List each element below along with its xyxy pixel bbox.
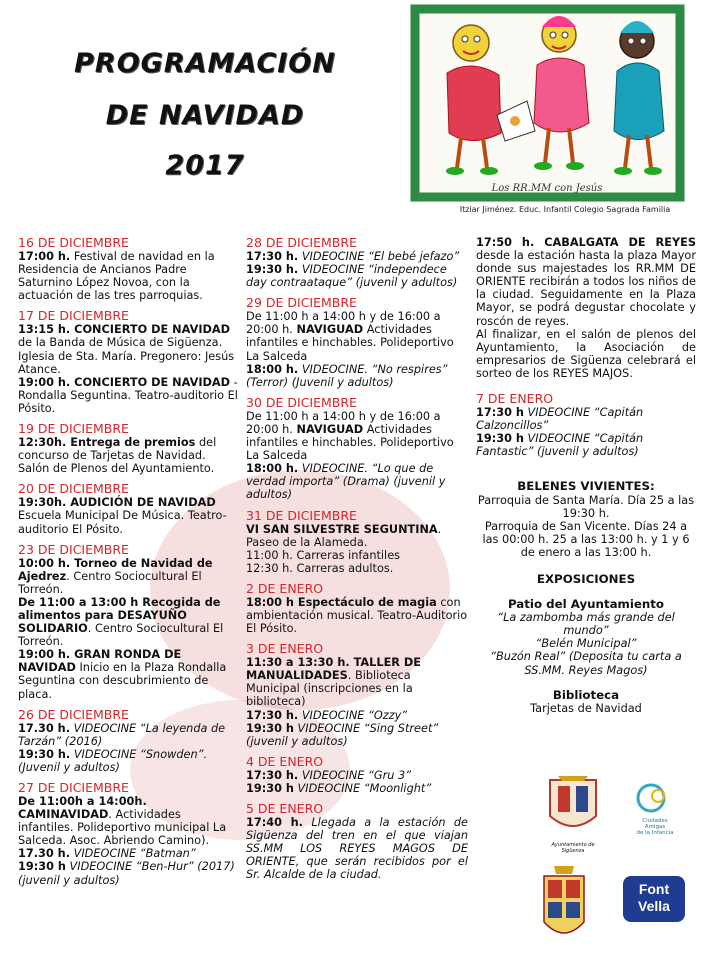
- event-text: -Rondalla Seguntina. Teatro-auditorio El Pósito.: [18, 375, 238, 415]
- event-time: 17.30 h.: [18, 721, 70, 735]
- event-text: VIDEOCINE “Batman”: [70, 847, 196, 861]
- event-text: Escuela Municipal De Música. Teatro-auditorio El Pósito.: [18, 509, 227, 536]
- event-text: . Centro Sociocultural El Torreón.: [18, 622, 224, 649]
- event-hours: De 11:00 h a 14:00 h y de 16:00 a 20:00 h.: [246, 409, 441, 436]
- day-29-december: [246, 296, 468, 389]
- drawing-credit: Itziar Jiménez. Educ. Infantil Colegio Sagrada Familia: [459, 205, 671, 214]
- date-heading: 29 DE DICIEMBRE: [246, 295, 357, 311]
- exposiciones: [476, 573, 696, 715]
- day-17-december: [18, 309, 238, 415]
- section-heading: EXPOSICIONES: [536, 571, 636, 586]
- event-title: 18:00 h Espectáculo de magia: [246, 595, 437, 609]
- date-heading: 2 DE ENERO: [246, 580, 324, 596]
- event-text: VIDEOCINE “Capitán Fantastic” (juvenil y adultos): [476, 432, 644, 459]
- date-heading: 26 DE DICIEMBRE: [18, 706, 129, 722]
- event-time: 19:30 h.: [246, 263, 299, 277]
- event-time: De 11:00h a 14:00h.: [18, 795, 147, 808]
- ayuntamiento-caption: Ayuntamiento de Sigüenza: [551, 842, 595, 854]
- drawing-caption: Los RR.MM con Jesús: [491, 183, 603, 194]
- exhibit-item: Tarjetas de Navidad: [530, 701, 642, 715]
- event-text: VIDEOCINE. “No respires” (Terror) (Juvenil y adultos): [246, 362, 448, 389]
- day-3-january: [246, 642, 468, 748]
- date-heading: 31 DE DICIEMBRE: [246, 507, 357, 523]
- provincia-coat-of-arms-logo: [538, 862, 590, 948]
- event-title: CAMINAVIDAD: [18, 808, 109, 822]
- event-text: con ambientación musical. Teatro-Auditorio El Pósito.: [246, 595, 468, 636]
- date-heading: 17 DE DICIEMBRE: [18, 308, 129, 324]
- event-title: NAVIGUAD: [296, 422, 364, 436]
- page-title-line-1: PROGRAMACIÓN: [74, 48, 336, 79]
- event-time: 17.30 h.: [18, 847, 70, 861]
- day-28-december: [246, 236, 468, 289]
- day-16-december: [18, 236, 238, 302]
- event-title: 17:50 h. CABALGATA DE REYES: [476, 236, 696, 249]
- ayuntamiento-siguenza-logo: [540, 770, 606, 854]
- date-heading: 27 DE DICIEMBRE: [18, 780, 129, 795]
- event-time: 19:30 h: [246, 781, 294, 795]
- event-text: VIDEOCINE “Gru 3”: [298, 768, 412, 782]
- day-2-january: [246, 582, 468, 635]
- event-text: Parroquia de Santa María. Día 25 a las 19:30 h.: [477, 493, 695, 520]
- day-19-december: [18, 422, 238, 475]
- page-title-year: 2017: [165, 150, 245, 181]
- font-vella-text: Vella: [638, 898, 670, 914]
- event-text: 11:00 h. Carreras infantiles: [246, 548, 401, 562]
- ciudades-caption-line: Amigas: [644, 824, 666, 830]
- event-text: VIDEOCINE “Snowden”. (Juvenil y adultos): [18, 747, 208, 774]
- event-title: 11:30 a 13:30 h. TALLER DE MANUALIDADES: [246, 656, 422, 683]
- schedule-column-2: [246, 236, 468, 888]
- cabalgata-de-reyes: [476, 236, 696, 380]
- event-time: 17:30 h.: [246, 250, 299, 263]
- exhibit-item: “La zambomba más grande del mundo”: [497, 611, 675, 638]
- ciudades-caption-line: de la Infancia: [636, 830, 674, 836]
- day-7-january: [476, 392, 696, 458]
- event-text: Festival de navidad en la Residencia de Ancianos Padre Saturnino López Novoa, con la actuación de las tres parroquias.: [18, 250, 215, 303]
- event-text: . Paseo de la Alameda.: [246, 522, 442, 549]
- day-31-december: [246, 509, 468, 575]
- event-time: 19:30 h: [476, 432, 524, 446]
- event-time: 18:00 h.: [246, 462, 299, 476]
- event-text: VIDEOCINE “Ozzy”: [298, 708, 408, 722]
- event-text: Al finalizar, en el salón de plenos del Ayuntamiento, la Asociación de empresarios de Sigüenza celebrará el sorteo de los REYES MAJOS.: [476, 327, 696, 380]
- event-text: VIDEOCINE “Moonlight”: [293, 781, 432, 795]
- event-title: 19:00 h. GRAN RONDA DE NAVIDAD: [18, 648, 182, 675]
- event-time: 17:30 h: [476, 406, 524, 420]
- schedule-column-3: [476, 236, 696, 722]
- event-title: 12:30h. Entrega de premios: [18, 436, 196, 450]
- event-text: VIDEOCINE “Ben-Hur” (2017) (juvenil y adultos): [18, 860, 235, 887]
- event-time: 19:30 h: [18, 860, 66, 874]
- event-text: 12:30 h. Carreras adultos.: [246, 561, 394, 575]
- day-4-january: [246, 755, 468, 795]
- ciudades-caption-line: Ciudades: [642, 818, 668, 824]
- day-27-december: [18, 781, 238, 887]
- event-title: VI SAN SILVESTRE SEGUNTINA: [246, 522, 438, 536]
- event-time: 19:30 h: [246, 721, 294, 735]
- venue-heading: Patio del Ayuntamiento: [507, 597, 665, 612]
- font-vella-logo: [623, 876, 685, 922]
- event-text: . Actividades infantiles. Polideportivo municipal La Salceda. Asoc. Abriendo Camino).: [18, 808, 227, 848]
- event-text: Actividades infantiles e hinchables. Polideportivo La Salceda: [246, 323, 454, 363]
- event-text: VIDEOCINE “El bebé jefazo”: [298, 250, 460, 263]
- event-time: 17:30 h.: [246, 708, 299, 722]
- day-30-december: [246, 396, 468, 502]
- event-time: 17:00 h.: [18, 250, 71, 263]
- venue-heading: Biblioteca: [552, 687, 620, 702]
- page-title-line-2: DE NAVIDAD: [105, 100, 305, 131]
- event-title: 13:15 h. CONCIERTO DE NAVIDAD: [18, 323, 231, 337]
- ciudades-caption: [625, 818, 685, 836]
- date-heading: 7 DE ENERO: [476, 391, 554, 407]
- event-time: 18:00 h.: [246, 362, 299, 376]
- event-text: . Biblioteca Municipal (inscripciones en la biblioteca): [246, 669, 413, 709]
- day-5-january: [246, 802, 468, 881]
- event-text: VIDEOCINE “Sing Street” (juvenil y adultos): [246, 721, 439, 748]
- date-heading: 23 DE DICIEMBRE: [18, 541, 129, 557]
- event-text: desde la estación hasta la plaza Mayor donde sus majestades los RR.MM DE ORIENTE recibirán a todos los niños de la ciudad. Seguidamente en la Plaza Mayor, se podrá degustar chocolate y roscón de reyes.: [476, 249, 696, 328]
- event-time: 17:40 h.: [246, 816, 303, 829]
- event-text: Actividades infantiles e hinchables. Polideportivo La Salceda: [246, 422, 454, 463]
- date-heading: 16 DE DICIEMBRE: [18, 235, 129, 250]
- event-text: VIDEOCINE “La leyenda de Tarzán” (2016): [18, 721, 226, 748]
- date-heading: 28 DE DICIEMBRE: [246, 235, 357, 250]
- event-text: Inicio en la Plaza Rondalla Seguntina con descubrimiento de placa.: [18, 661, 227, 701]
- event-title: NAVIGUAD: [296, 323, 364, 337]
- date-heading: 5 DE ENERO: [246, 801, 324, 816]
- event-text: del concurso de Tarjetas de Navidad. Salón de Plenos del Ayuntamiento.: [18, 436, 217, 476]
- day-23-december: [18, 543, 238, 701]
- date-heading: 19 DE DICIEMBRE: [18, 421, 129, 437]
- event-time: 19:30 h.: [18, 747, 71, 761]
- day-26-december: [18, 708, 238, 774]
- schedule-column-1: [18, 236, 238, 894]
- section-heading: BELENES VIVIENTES:: [517, 479, 655, 494]
- date-heading: 30 DE DICIEMBRE: [246, 394, 357, 410]
- font-vella-text: Font: [638, 881, 670, 897]
- event-text: . Centro Sociocultural El Torreón.: [18, 569, 202, 596]
- date-heading: 4 DE ENERO: [246, 753, 324, 769]
- date-heading: 20 DE DICIEMBRE: [18, 481, 129, 497]
- date-heading: 3 DE ENERO: [246, 641, 324, 657]
- exhibit-item: “Buzón Real” (Deposita tu carta a SS.MM. Reyes Magos): [490, 650, 682, 677]
- event-text: de la Banda de Música de Sigüenza. Iglesia de Sta. María. Pregonero: Jesús Atance.: [18, 336, 235, 376]
- event-text: Parroquia de San Vicente. Días 24 a las 00:00 h. 25 a las 13:00 h. y 1 y 6 de enero a las 13:00 h.: [482, 519, 690, 559]
- exhibit-item: “Belén Municipal”: [535, 637, 637, 651]
- ciudades-amigas-infancia-logo: [625, 778, 685, 842]
- belenes-vivientes: [476, 480, 696, 559]
- event-hours: De 11:00 h a 14:00 h y de 16:00 a 20:00 h.: [246, 310, 441, 337]
- event-text: VIDEOCINE. “Lo que de verdad importa” (Drama) (juvenil y adultos): [246, 462, 446, 502]
- event-text: VIDEOCINE “Capitán Calzoncillos”: [476, 406, 644, 433]
- event-title: 19:00 h. CONCIERTO DE NAVIDAD: [18, 375, 231, 389]
- child-drawing: [409, 3, 686, 203]
- event-title: 19:30h. AUDICIÓN DE NAVIDAD: [18, 496, 216, 510]
- three-kings-drawing: [409, 3, 686, 203]
- event-title: De 11:00 a 13:00 h Recogida de alimentos para DESAYUÑO SOLIDARIO: [18, 595, 221, 636]
- day-20-december: [18, 482, 238, 535]
- event-text: Llegada a la estación de Sigüenza del tren en el que viajan SS.MM LOS REYES MAGOS DE ORIENTE, que serán recibidos por el Sr. Alcalde de la ciudad.: [246, 816, 468, 882]
- event-text: VIDEOCINE “independece day contraataque” (juvenil y adultos): [246, 263, 458, 290]
- event-time: 17:30 h.: [246, 768, 299, 782]
- event-title: 10:00 h. Torneo de Navidad de Ajedrez: [18, 556, 213, 583]
